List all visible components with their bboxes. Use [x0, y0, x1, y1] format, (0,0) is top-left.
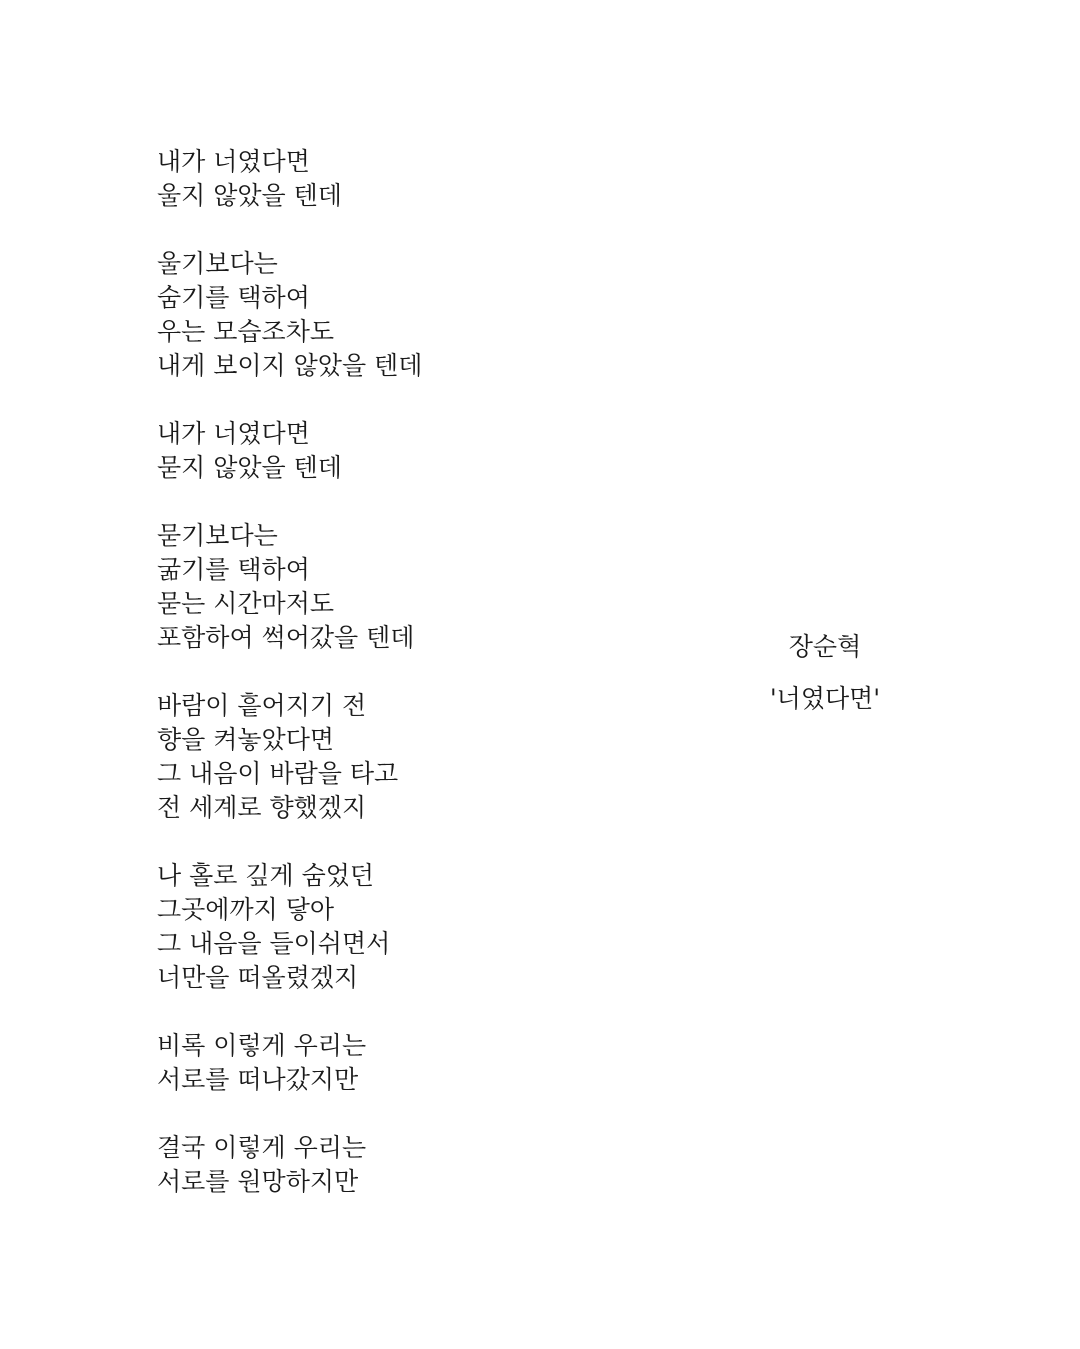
poem-line: 비록 이렇게 우리는 [157, 1031, 367, 1060]
poem-line: 향을 켜놓았다면 [157, 725, 334, 754]
poem-line: 너만을 떠올렸겠지 [157, 963, 359, 992]
poem-body [157, 145, 717, 1233]
poem-line: 내가 너였다면 [157, 419, 310, 448]
poem-line: 굶기를 택하여 [157, 555, 310, 584]
stanza-6 [157, 859, 717, 995]
poem-line: 나 홀로 깊게 숨었던 [157, 861, 375, 890]
poem-line: 숨기를 택하여 [157, 283, 310, 312]
stanza-1 [157, 145, 717, 213]
poem-line: 울기보다는 [157, 249, 278, 278]
stanza-3 [157, 417, 717, 485]
poem-line: 내게 보이지 않았을 텐데 [157, 351, 423, 380]
poem-line: 우는 모습조차도 [157, 317, 334, 346]
poem-line: 울지 않았을 텐데 [157, 181, 342, 210]
poem-line: 그 내음을 들이쉬면서 [157, 929, 391, 958]
poem-line: 결국 이렇게 우리는 [157, 1133, 367, 1162]
stanza-7 [157, 1029, 717, 1097]
poem-line: 그 내음이 바람을 타고 [157, 759, 399, 788]
stanza-4 [157, 519, 717, 655]
poem-line: 서로를 떠나갔지만 [157, 1065, 359, 1094]
poem-line: 전 세계로 향했겠지 [157, 793, 367, 822]
poem-line: 묻는 시간마저도 [157, 589, 334, 618]
stanza-2 [157, 247, 717, 383]
poem-line: 묻지 않았을 텐데 [157, 453, 342, 482]
poem-line: 묻기보다는 [157, 521, 278, 550]
stanza-8 [157, 1131, 717, 1199]
poem-line: 바람이 흩어지기 전 [157, 691, 367, 720]
stanza-5 [157, 689, 717, 825]
poem-line: 포함하여 썩어갔을 텐데 [157, 623, 415, 652]
poem-line: 그곳에까지 닿아 [157, 895, 334, 924]
poem-title: '너였다면' [769, 684, 881, 713]
poem-line: 서로를 원망하지만 [157, 1167, 359, 1196]
poem-line: 내가 너였다면 [157, 147, 310, 176]
author-name: 장순혁 [788, 632, 862, 661]
